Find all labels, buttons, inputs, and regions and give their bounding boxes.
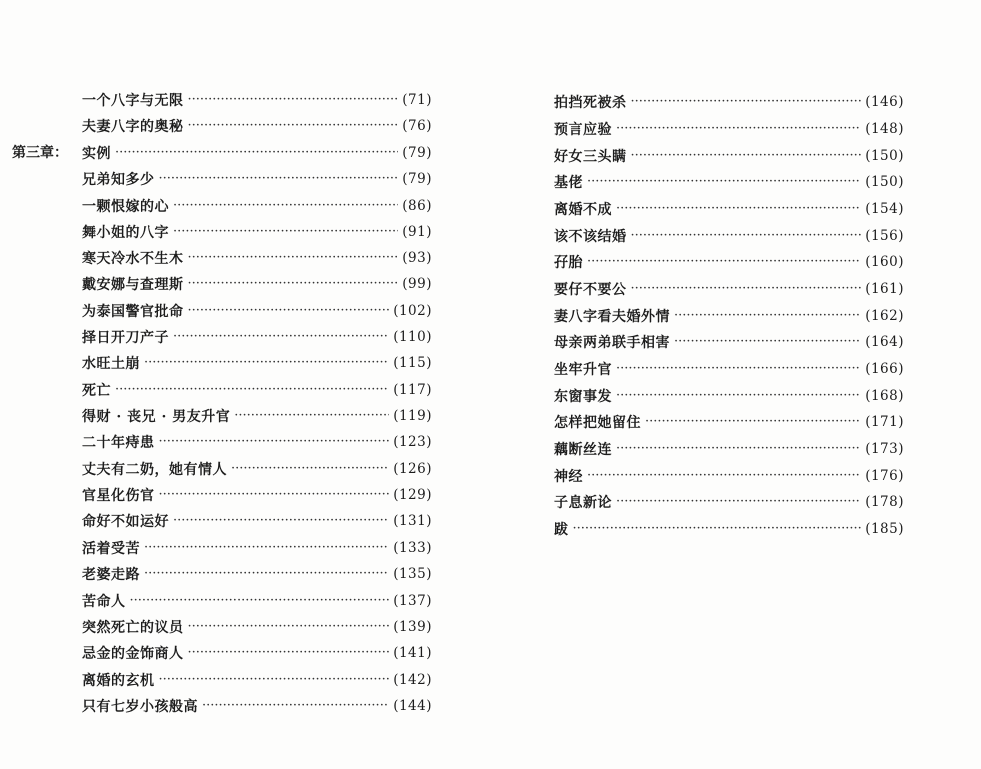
toc-entry-title: 寒天冷水不生木 xyxy=(82,251,184,267)
toc-entry xyxy=(82,431,432,453)
toc-entry-page: (123) xyxy=(393,434,432,450)
toc-entry-title: 母亲两弟联手相害 xyxy=(554,335,670,351)
toc-entry xyxy=(554,171,904,193)
toc-entry-page: (79) xyxy=(402,145,432,161)
toc-entry-title: 苦命人 xyxy=(82,594,126,610)
toc-entry-title: 要仔不要公 xyxy=(554,282,627,298)
toc-entry-title: 子息新论 xyxy=(554,495,612,511)
toc-entry-title: 死亡 xyxy=(82,383,111,399)
dot-leader xyxy=(188,300,390,322)
dot-leader xyxy=(173,195,398,217)
dot-leader xyxy=(159,431,390,453)
toc-entry xyxy=(554,331,904,353)
toc-entry-page: (146) xyxy=(865,94,904,110)
toc-entry xyxy=(554,91,904,113)
dot-leader xyxy=(188,115,399,137)
dot-leader xyxy=(188,616,390,638)
dot-leader xyxy=(631,278,862,300)
dot-leader xyxy=(587,251,861,273)
toc-entry xyxy=(82,510,432,532)
dot-leader xyxy=(144,537,389,559)
toc-entry xyxy=(554,198,904,220)
toc-entry-page: (102) xyxy=(393,303,432,319)
toc-entry-title: 夫妻八字的奥秘 xyxy=(82,119,184,135)
dot-leader xyxy=(573,518,862,540)
toc-entry xyxy=(82,458,432,480)
dot-leader xyxy=(587,465,861,487)
toc-entry-title: 好女三头瞒 xyxy=(554,149,627,165)
toc-entry xyxy=(554,251,904,273)
dot-leader xyxy=(645,411,861,433)
toc-entry xyxy=(82,379,432,401)
toc-entry-title: 藕断丝连 xyxy=(554,442,612,458)
toc-entry xyxy=(554,145,904,167)
toc-entry-title: 活着受苦 xyxy=(82,541,140,557)
dot-leader xyxy=(631,91,862,113)
toc-entry xyxy=(82,142,432,164)
toc-entry-title: 兄弟知多少 xyxy=(82,172,155,188)
toc-entry-title: 突然死亡的议员 xyxy=(82,620,184,636)
toc-entry-page: (161) xyxy=(865,281,904,297)
dot-leader xyxy=(159,168,399,190)
toc-entry-title: 择日开刀产子 xyxy=(82,330,169,346)
toc-entry xyxy=(82,221,432,243)
toc-entry xyxy=(82,590,432,612)
dot-leader xyxy=(674,331,861,353)
toc-entry xyxy=(82,484,432,506)
toc-entry-page: (178) xyxy=(865,494,904,510)
toc-entry xyxy=(82,405,432,427)
dot-leader xyxy=(188,247,399,269)
toc-entry-title: 基佬 xyxy=(554,175,583,191)
toc-entry-title: 孖胎 xyxy=(554,255,583,271)
dot-leader xyxy=(188,89,399,111)
toc-entry-page: (162) xyxy=(865,308,904,324)
dot-leader xyxy=(144,563,389,585)
toc-entry-title: 跋 xyxy=(554,522,569,538)
toc-entry-page: (137) xyxy=(393,593,432,609)
toc-entry-page: (160) xyxy=(865,254,904,270)
toc-entry-page: (173) xyxy=(865,441,904,457)
dot-leader xyxy=(188,642,390,664)
toc-entry-page: (79) xyxy=(402,171,432,187)
dot-leader xyxy=(115,379,389,401)
dot-leader xyxy=(674,305,861,327)
toc-entry xyxy=(554,518,904,540)
toc-entry-title: 官星化伤官 xyxy=(82,488,155,504)
toc-entry xyxy=(82,352,432,374)
toc-entry xyxy=(554,278,904,300)
toc-entry-page: (133) xyxy=(393,540,432,556)
toc-entry-page: (131) xyxy=(393,513,432,529)
toc-entry xyxy=(82,695,432,717)
dot-leader xyxy=(159,669,390,691)
toc-entry-title: 得财 · 丧兄 · 男友升官 xyxy=(82,409,231,425)
toc-entry xyxy=(554,305,904,327)
toc-entry-title: 拍挡死被杀 xyxy=(554,95,627,111)
toc-entry xyxy=(554,491,904,513)
toc-entry-page: (185) xyxy=(865,521,904,537)
toc-entry-page: (150) xyxy=(865,148,904,164)
toc-entry-page: (144) xyxy=(393,698,432,714)
toc-entry xyxy=(82,642,432,664)
toc-entry-title: 为泰国警官批命 xyxy=(82,304,184,320)
toc-entry xyxy=(82,115,432,137)
toc-entry-title: 一个八字与无限 xyxy=(82,93,184,109)
dot-leader xyxy=(188,273,399,295)
chapter-label: 第三章： xyxy=(12,145,68,161)
dot-leader xyxy=(173,510,389,532)
toc-entry xyxy=(554,225,904,247)
dot-leader xyxy=(144,352,389,374)
toc-entry-title: 妻八字看夫婚外情 xyxy=(554,309,670,325)
dot-leader xyxy=(202,695,389,717)
toc-entry-page: (119) xyxy=(393,408,432,424)
toc-entry-page: (139) xyxy=(393,619,432,635)
dot-leader xyxy=(173,221,398,243)
toc-entry-page: (99) xyxy=(402,276,432,292)
toc-entry-title: 水旺土崩 xyxy=(82,356,140,372)
toc-entry-title: 二十年痔患 xyxy=(82,435,155,451)
toc-entry xyxy=(554,465,904,487)
dot-leader xyxy=(631,225,862,247)
toc-entry xyxy=(82,300,432,322)
toc-entry-page: (168) xyxy=(865,388,904,404)
dot-leader xyxy=(616,118,861,140)
toc-entry-page: (150) xyxy=(865,174,904,190)
toc-entry-title: 只有七岁小孩般高 xyxy=(82,699,198,715)
dot-leader xyxy=(616,438,861,460)
toc-entry xyxy=(554,358,904,380)
toc-entry-page: (148) xyxy=(865,121,904,137)
dot-leader xyxy=(130,590,390,612)
toc-entry-page: (154) xyxy=(865,201,904,217)
toc-entry-page: (76) xyxy=(402,118,432,134)
toc-entry xyxy=(82,273,432,295)
toc-entry-title: 丈夫有二奶，她有情人 xyxy=(82,462,227,478)
toc-entry-title: 东窗事发 xyxy=(554,389,612,405)
dot-leader xyxy=(115,142,398,164)
toc-entry-page: (126) xyxy=(393,461,432,477)
toc-entry-title: 老婆走路 xyxy=(82,567,140,583)
toc-entry-page: (142) xyxy=(393,672,432,688)
toc-entry-title: 舞小姐的八字 xyxy=(82,225,169,241)
toc-entry-page: (164) xyxy=(865,334,904,350)
dot-leader xyxy=(231,458,389,480)
toc-entry-page: (141) xyxy=(393,645,432,661)
toc-entry xyxy=(82,326,432,348)
dot-leader xyxy=(631,145,862,167)
toc-entry-page: (117) xyxy=(393,382,432,398)
toc-entry-page: (129) xyxy=(393,487,432,503)
toc-entry xyxy=(82,89,432,111)
toc-entry xyxy=(82,669,432,691)
toc-entry-title: 坐牢升官 xyxy=(554,362,612,378)
toc-entry-page: (86) xyxy=(402,198,432,214)
toc-entry-page: (166) xyxy=(865,361,904,377)
toc-entry-page: (176) xyxy=(865,468,904,484)
toc-entry xyxy=(82,247,432,269)
toc-entry-title: 命好不如运好 xyxy=(82,514,169,530)
toc-entry-page: (71) xyxy=(402,92,432,108)
dot-leader xyxy=(616,358,861,380)
dot-leader xyxy=(173,326,389,348)
dot-leader xyxy=(587,171,861,193)
toc-entry-page: (171) xyxy=(865,414,904,430)
toc-entry xyxy=(554,438,904,460)
toc-entry xyxy=(82,195,432,217)
toc-entry-page: (115) xyxy=(393,355,432,371)
toc-entry-page: (91) xyxy=(402,224,432,240)
toc-entry-title: 实例 xyxy=(82,146,111,162)
toc-entry-title: 一颗恨嫁的心 xyxy=(82,199,169,215)
toc-entry xyxy=(82,537,432,559)
toc-entry xyxy=(554,118,904,140)
toc-entry-page: (135) xyxy=(393,566,432,582)
dot-leader xyxy=(159,484,390,506)
toc-entry-title: 离婚不成 xyxy=(554,202,612,218)
toc-entry xyxy=(554,385,904,407)
dot-leader xyxy=(234,405,389,427)
toc-entry xyxy=(82,168,432,190)
toc-entry-title: 离婚的玄机 xyxy=(82,673,155,689)
toc-entry-title: 该不该结婚 xyxy=(554,229,627,245)
toc-entry-page: (156) xyxy=(865,228,904,244)
toc-entry-title: 忌金的金饰商人 xyxy=(82,646,184,662)
toc-entry xyxy=(82,616,432,638)
toc-entry xyxy=(554,411,904,433)
toc-entry-title: 戴安娜与查理斯 xyxy=(82,277,184,293)
toc-entry-page: (110) xyxy=(393,329,432,345)
toc-entry-title: 怎样把她留住 xyxy=(554,415,641,431)
dot-leader xyxy=(616,491,861,513)
toc-entry-title: 神经 xyxy=(554,469,583,485)
dot-leader xyxy=(616,198,861,220)
toc-entry-page: (93) xyxy=(402,250,432,266)
dot-leader xyxy=(616,385,861,407)
toc-entry-title: 预言应验 xyxy=(554,122,612,138)
toc-entry xyxy=(82,563,432,585)
